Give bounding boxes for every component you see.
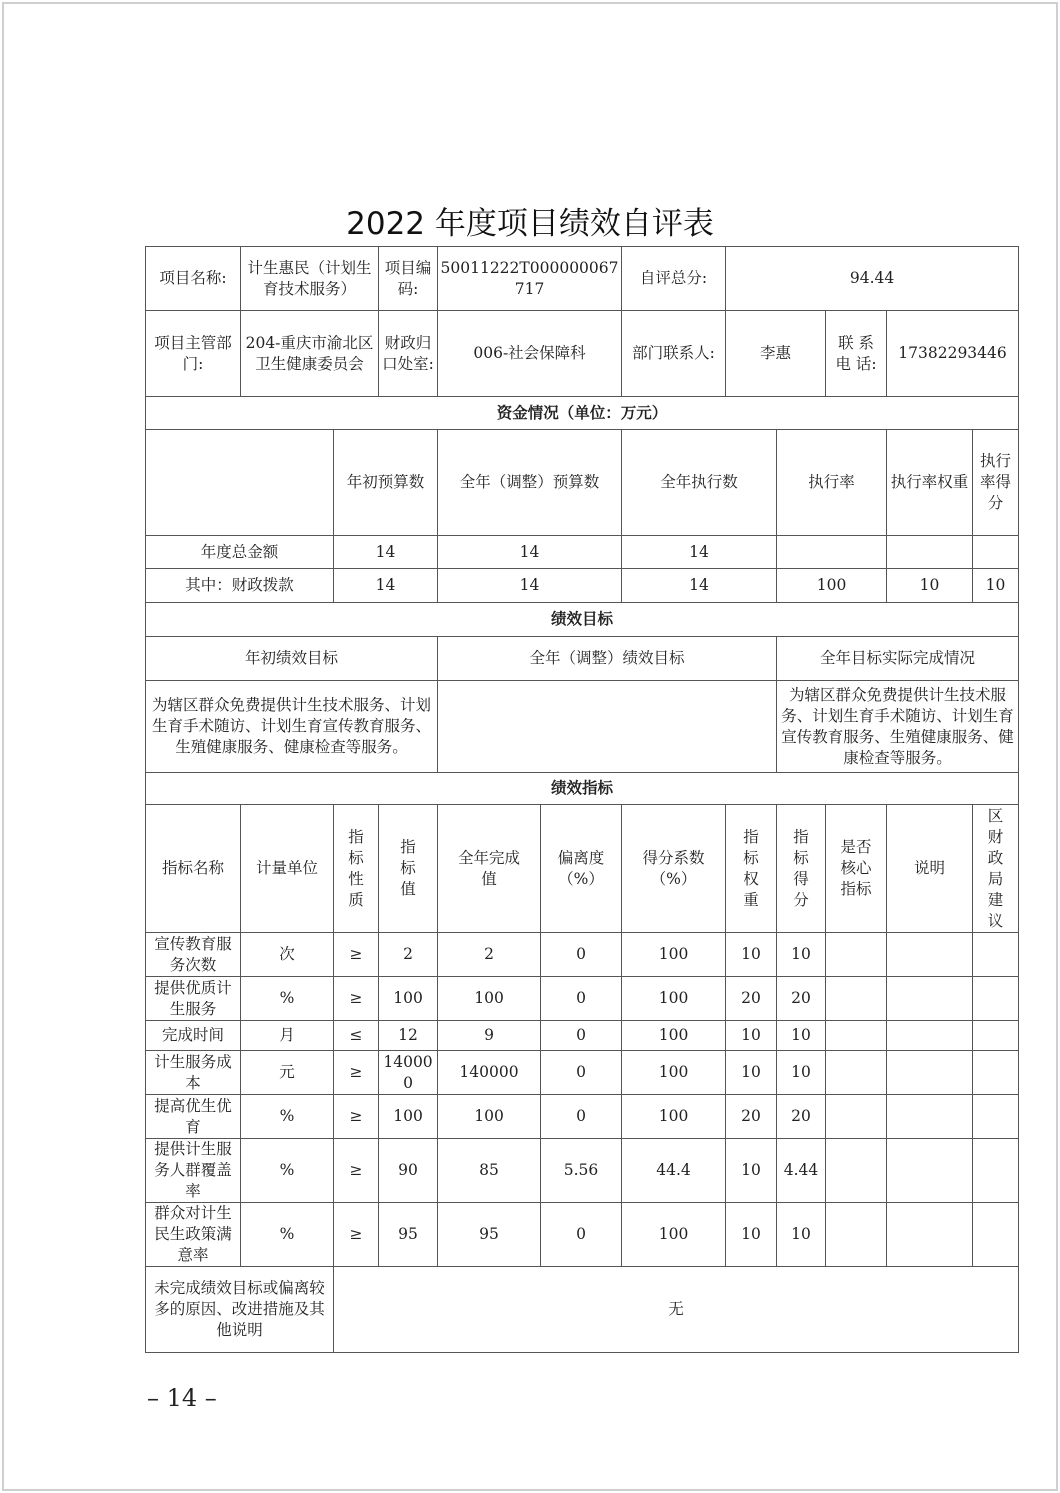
dept-label: 项目主管部门: bbox=[146, 311, 241, 397]
funds-col-initial: 年初预算数 bbox=[334, 430, 438, 536]
goals-section-title: 绩效目标 bbox=[146, 603, 1019, 637]
ind-cell bbox=[973, 1139, 1019, 1203]
funds-cell: 10 bbox=[973, 569, 1019, 603]
ind-cell: 完成时间 bbox=[146, 1021, 241, 1051]
ind-header: 指标得分 bbox=[777, 805, 826, 933]
ind-cell: 85 bbox=[438, 1139, 541, 1203]
ind-cell: 0 bbox=[541, 1095, 622, 1139]
total-score: 94.44 bbox=[726, 247, 1019, 311]
ind-cell: % bbox=[241, 1203, 334, 1267]
funds-cell: 14 bbox=[622, 569, 777, 603]
project-name: 计生惠民（计划生育技术服务） bbox=[241, 247, 379, 311]
funds-cell bbox=[777, 536, 887, 569]
phone-value: 17382293446 bbox=[887, 311, 1019, 397]
ind-cell bbox=[973, 1095, 1019, 1139]
ind-cell: 群众对计生民生政策满意率 bbox=[146, 1203, 241, 1267]
ind-header: 偏离度（%） bbox=[541, 805, 622, 933]
ind-cell: 100 bbox=[379, 977, 438, 1021]
contact-label: 部门联系人: bbox=[622, 311, 726, 397]
indicator-row bbox=[146, 1139, 1019, 1203]
header-row-2 bbox=[146, 311, 1019, 397]
indicators-header-row bbox=[146, 805, 1019, 933]
ind-cell: 5.56 bbox=[541, 1139, 622, 1203]
funds-col-executed: 全年执行数 bbox=[622, 430, 777, 536]
project-code: 50011222T000000067717 bbox=[438, 247, 622, 311]
ind-cell bbox=[887, 1021, 973, 1051]
ind-cell: 100 bbox=[438, 977, 541, 1021]
ind-cell bbox=[887, 1139, 973, 1203]
funds-row-label: 其中：财政拨款 bbox=[146, 569, 334, 603]
ind-cell: 0 bbox=[541, 1203, 622, 1267]
ind-cell: 100 bbox=[622, 1203, 726, 1267]
ind-cell: 12 bbox=[379, 1021, 438, 1051]
ind-header: 区财政局建议 bbox=[973, 805, 1019, 933]
goals-content-row bbox=[146, 681, 1019, 773]
ind-cell: 9 bbox=[438, 1021, 541, 1051]
ind-cell: ≤ bbox=[334, 1021, 379, 1051]
note-label: 未完成绩效目标或偏离较多的原因、改进措施及其他说明 bbox=[146, 1267, 334, 1353]
ind-cell bbox=[826, 1095, 887, 1139]
funds-cell bbox=[973, 536, 1019, 569]
ind-cell bbox=[973, 977, 1019, 1021]
ind-cell: 44.4 bbox=[622, 1139, 726, 1203]
ind-cell: 0 bbox=[541, 1051, 622, 1095]
ind-header: 指标值 bbox=[379, 805, 438, 933]
funds-row-fiscal bbox=[146, 569, 1019, 603]
ind-cell: 10 bbox=[726, 1021, 777, 1051]
indicator-row bbox=[146, 977, 1019, 1021]
ind-cell: 100 bbox=[622, 977, 726, 1021]
ind-cell bbox=[887, 977, 973, 1021]
ind-cell bbox=[826, 1139, 887, 1203]
ind-cell: 元 bbox=[241, 1051, 334, 1095]
finance-office-label: 财政归口处室: bbox=[379, 311, 438, 397]
funds-col-adjusted: 全年（调整）预算数 bbox=[438, 430, 622, 536]
ind-header: 得分系数（%） bbox=[622, 805, 726, 933]
indicator-row bbox=[146, 1051, 1019, 1095]
ind-cell: 20 bbox=[777, 977, 826, 1021]
ind-cell: 20 bbox=[777, 1095, 826, 1139]
ind-cell: 10 bbox=[726, 1139, 777, 1203]
ind-cell bbox=[826, 977, 887, 1021]
funds-cell: 10 bbox=[887, 569, 973, 603]
ind-cell bbox=[973, 1203, 1019, 1267]
funds-col-rate-score: 执行率得分 bbox=[973, 430, 1019, 536]
ind-cell: 提供优质计生服务 bbox=[146, 977, 241, 1021]
ind-cell bbox=[973, 933, 1019, 977]
ind-header: 全年完成值 bbox=[438, 805, 541, 933]
funds-row-total bbox=[146, 536, 1019, 569]
funds-cell: 14 bbox=[622, 536, 777, 569]
funds-row-label: 年度总金额 bbox=[146, 536, 334, 569]
ind-cell: 10 bbox=[777, 1203, 826, 1267]
indicators-section-row bbox=[146, 773, 1019, 805]
ind-cell: % bbox=[241, 1095, 334, 1139]
ind-cell bbox=[826, 1021, 887, 1051]
note-row bbox=[146, 1267, 1019, 1353]
ind-cell bbox=[887, 1095, 973, 1139]
ind-cell bbox=[887, 1051, 973, 1095]
page-number: – 14 – bbox=[147, 1384, 217, 1412]
goals-header-adjusted: 全年（调整）绩效目标 bbox=[438, 637, 777, 681]
ind-header: 是否核心指标 bbox=[826, 805, 887, 933]
ind-cell: 100 bbox=[622, 1051, 726, 1095]
ind-cell: 100 bbox=[622, 1021, 726, 1051]
ind-cell: 20 bbox=[726, 977, 777, 1021]
ind-cell: 10 bbox=[777, 1021, 826, 1051]
indicator-row bbox=[146, 1203, 1019, 1267]
ind-cell bbox=[887, 1203, 973, 1267]
ind-cell: 2 bbox=[379, 933, 438, 977]
ind-cell: 0 bbox=[541, 977, 622, 1021]
ind-cell: % bbox=[241, 977, 334, 1021]
ind-cell: ≥ bbox=[334, 933, 379, 977]
phone-label: 联 系 电 话: bbox=[826, 311, 887, 397]
ind-header: 指标性质 bbox=[334, 805, 379, 933]
ind-cell: 10 bbox=[777, 1051, 826, 1095]
ind-cell: ≥ bbox=[334, 1203, 379, 1267]
funds-cell: 14 bbox=[334, 536, 438, 569]
project-code-label: 项目编码: bbox=[379, 247, 438, 311]
ind-cell: 计生服务成本 bbox=[146, 1051, 241, 1095]
funds-section-title: 资金情况（单位：万元） bbox=[146, 397, 1019, 430]
ind-header: 计量单位 bbox=[241, 805, 334, 933]
indicator-row bbox=[146, 933, 1019, 977]
ind-cell bbox=[887, 933, 973, 977]
goals-initial-text: 为辖区群众免费提供计生技术服务、计划生育手术随访、计划生育宣传教育服务、生殖健康服务、健康检查等服务。 bbox=[146, 681, 438, 773]
header-row-1 bbox=[146, 247, 1019, 311]
ind-cell: 10 bbox=[777, 933, 826, 977]
ind-cell: 100 bbox=[622, 1095, 726, 1139]
ind-cell bbox=[826, 1051, 887, 1095]
funds-cell: 14 bbox=[438, 536, 622, 569]
ind-cell bbox=[826, 1203, 887, 1267]
ind-cell: 10 bbox=[726, 933, 777, 977]
ind-cell bbox=[973, 1051, 1019, 1095]
funds-cell: 100 bbox=[777, 569, 887, 603]
ind-cell bbox=[973, 1021, 1019, 1051]
goals-header-actual: 全年目标实际完成情况 bbox=[777, 637, 1019, 681]
goals-header-initial: 年初绩效目标 bbox=[146, 637, 438, 681]
ind-cell: 次 bbox=[241, 933, 334, 977]
funds-cell bbox=[887, 536, 973, 569]
goals-actual-text: 为辖区群众免费提供计生技术服务、计划生育手术随访、计划生育宣传教育服务、生殖健康服务、健康检查等服务。 bbox=[777, 681, 1019, 773]
finance-office: 006-社会保障科 bbox=[438, 311, 622, 397]
indicator-row bbox=[146, 1095, 1019, 1139]
funds-corner bbox=[146, 430, 334, 536]
ind-cell: 140000 bbox=[379, 1051, 438, 1095]
ind-cell: ≥ bbox=[334, 1095, 379, 1139]
project-name-label: 项目名称: bbox=[146, 247, 241, 311]
ind-cell: 100 bbox=[622, 933, 726, 977]
ind-cell: 提高优生优育 bbox=[146, 1095, 241, 1139]
contact-name: 李惠 bbox=[726, 311, 826, 397]
ind-cell: ≥ bbox=[334, 1051, 379, 1095]
ind-cell: 90 bbox=[379, 1139, 438, 1203]
ind-header: 指标权重 bbox=[726, 805, 777, 933]
ind-cell: 10 bbox=[726, 1203, 777, 1267]
ind-cell: 95 bbox=[379, 1203, 438, 1267]
ind-cell: 20 bbox=[726, 1095, 777, 1139]
ind-cell: ≥ bbox=[334, 1139, 379, 1203]
funds-col-weight: 执行率权重 bbox=[887, 430, 973, 536]
ind-cell: ≥ bbox=[334, 977, 379, 1021]
funds-cell: 14 bbox=[438, 569, 622, 603]
ind-cell: 140000 bbox=[438, 1051, 541, 1095]
page-title: 2022 年度项目绩效自评表 bbox=[346, 206, 714, 242]
indicators-section-title: 绩效指标 bbox=[146, 773, 1019, 805]
ind-cell: 月 bbox=[241, 1021, 334, 1051]
ind-cell: % bbox=[241, 1139, 334, 1203]
ind-cell: 95 bbox=[438, 1203, 541, 1267]
total-score-label: 自评总分: bbox=[622, 247, 726, 311]
ind-cell bbox=[826, 933, 887, 977]
ind-cell: 0 bbox=[541, 1021, 622, 1051]
ind-header: 指标名称 bbox=[146, 805, 241, 933]
dept-value: 204-重庆市渝北区卫生健康委员会 bbox=[241, 311, 379, 397]
ind-header: 说明 bbox=[887, 805, 973, 933]
goals-adjusted-text bbox=[438, 681, 777, 773]
performance-table bbox=[145, 246, 1019, 1353]
funds-section-row bbox=[146, 397, 1019, 430]
goals-header-row bbox=[146, 637, 1019, 681]
ind-cell: 4.44 bbox=[777, 1139, 826, 1203]
funds-col-rate: 执行率 bbox=[777, 430, 887, 536]
ind-cell: 0 bbox=[541, 933, 622, 977]
note-value: 无 bbox=[334, 1267, 1019, 1353]
ind-cell: 100 bbox=[379, 1095, 438, 1139]
ind-cell: 2 bbox=[438, 933, 541, 977]
indicator-row bbox=[146, 1021, 1019, 1051]
ind-cell: 10 bbox=[726, 1051, 777, 1095]
ind-cell: 宣传教育服务次数 bbox=[146, 933, 241, 977]
funds-cell: 14 bbox=[334, 569, 438, 603]
ind-cell: 提供计生服务人群覆盖率 bbox=[146, 1139, 241, 1203]
ind-cell: 100 bbox=[438, 1095, 541, 1139]
funds-header-row bbox=[146, 430, 1019, 536]
goals-section-row bbox=[146, 603, 1019, 637]
